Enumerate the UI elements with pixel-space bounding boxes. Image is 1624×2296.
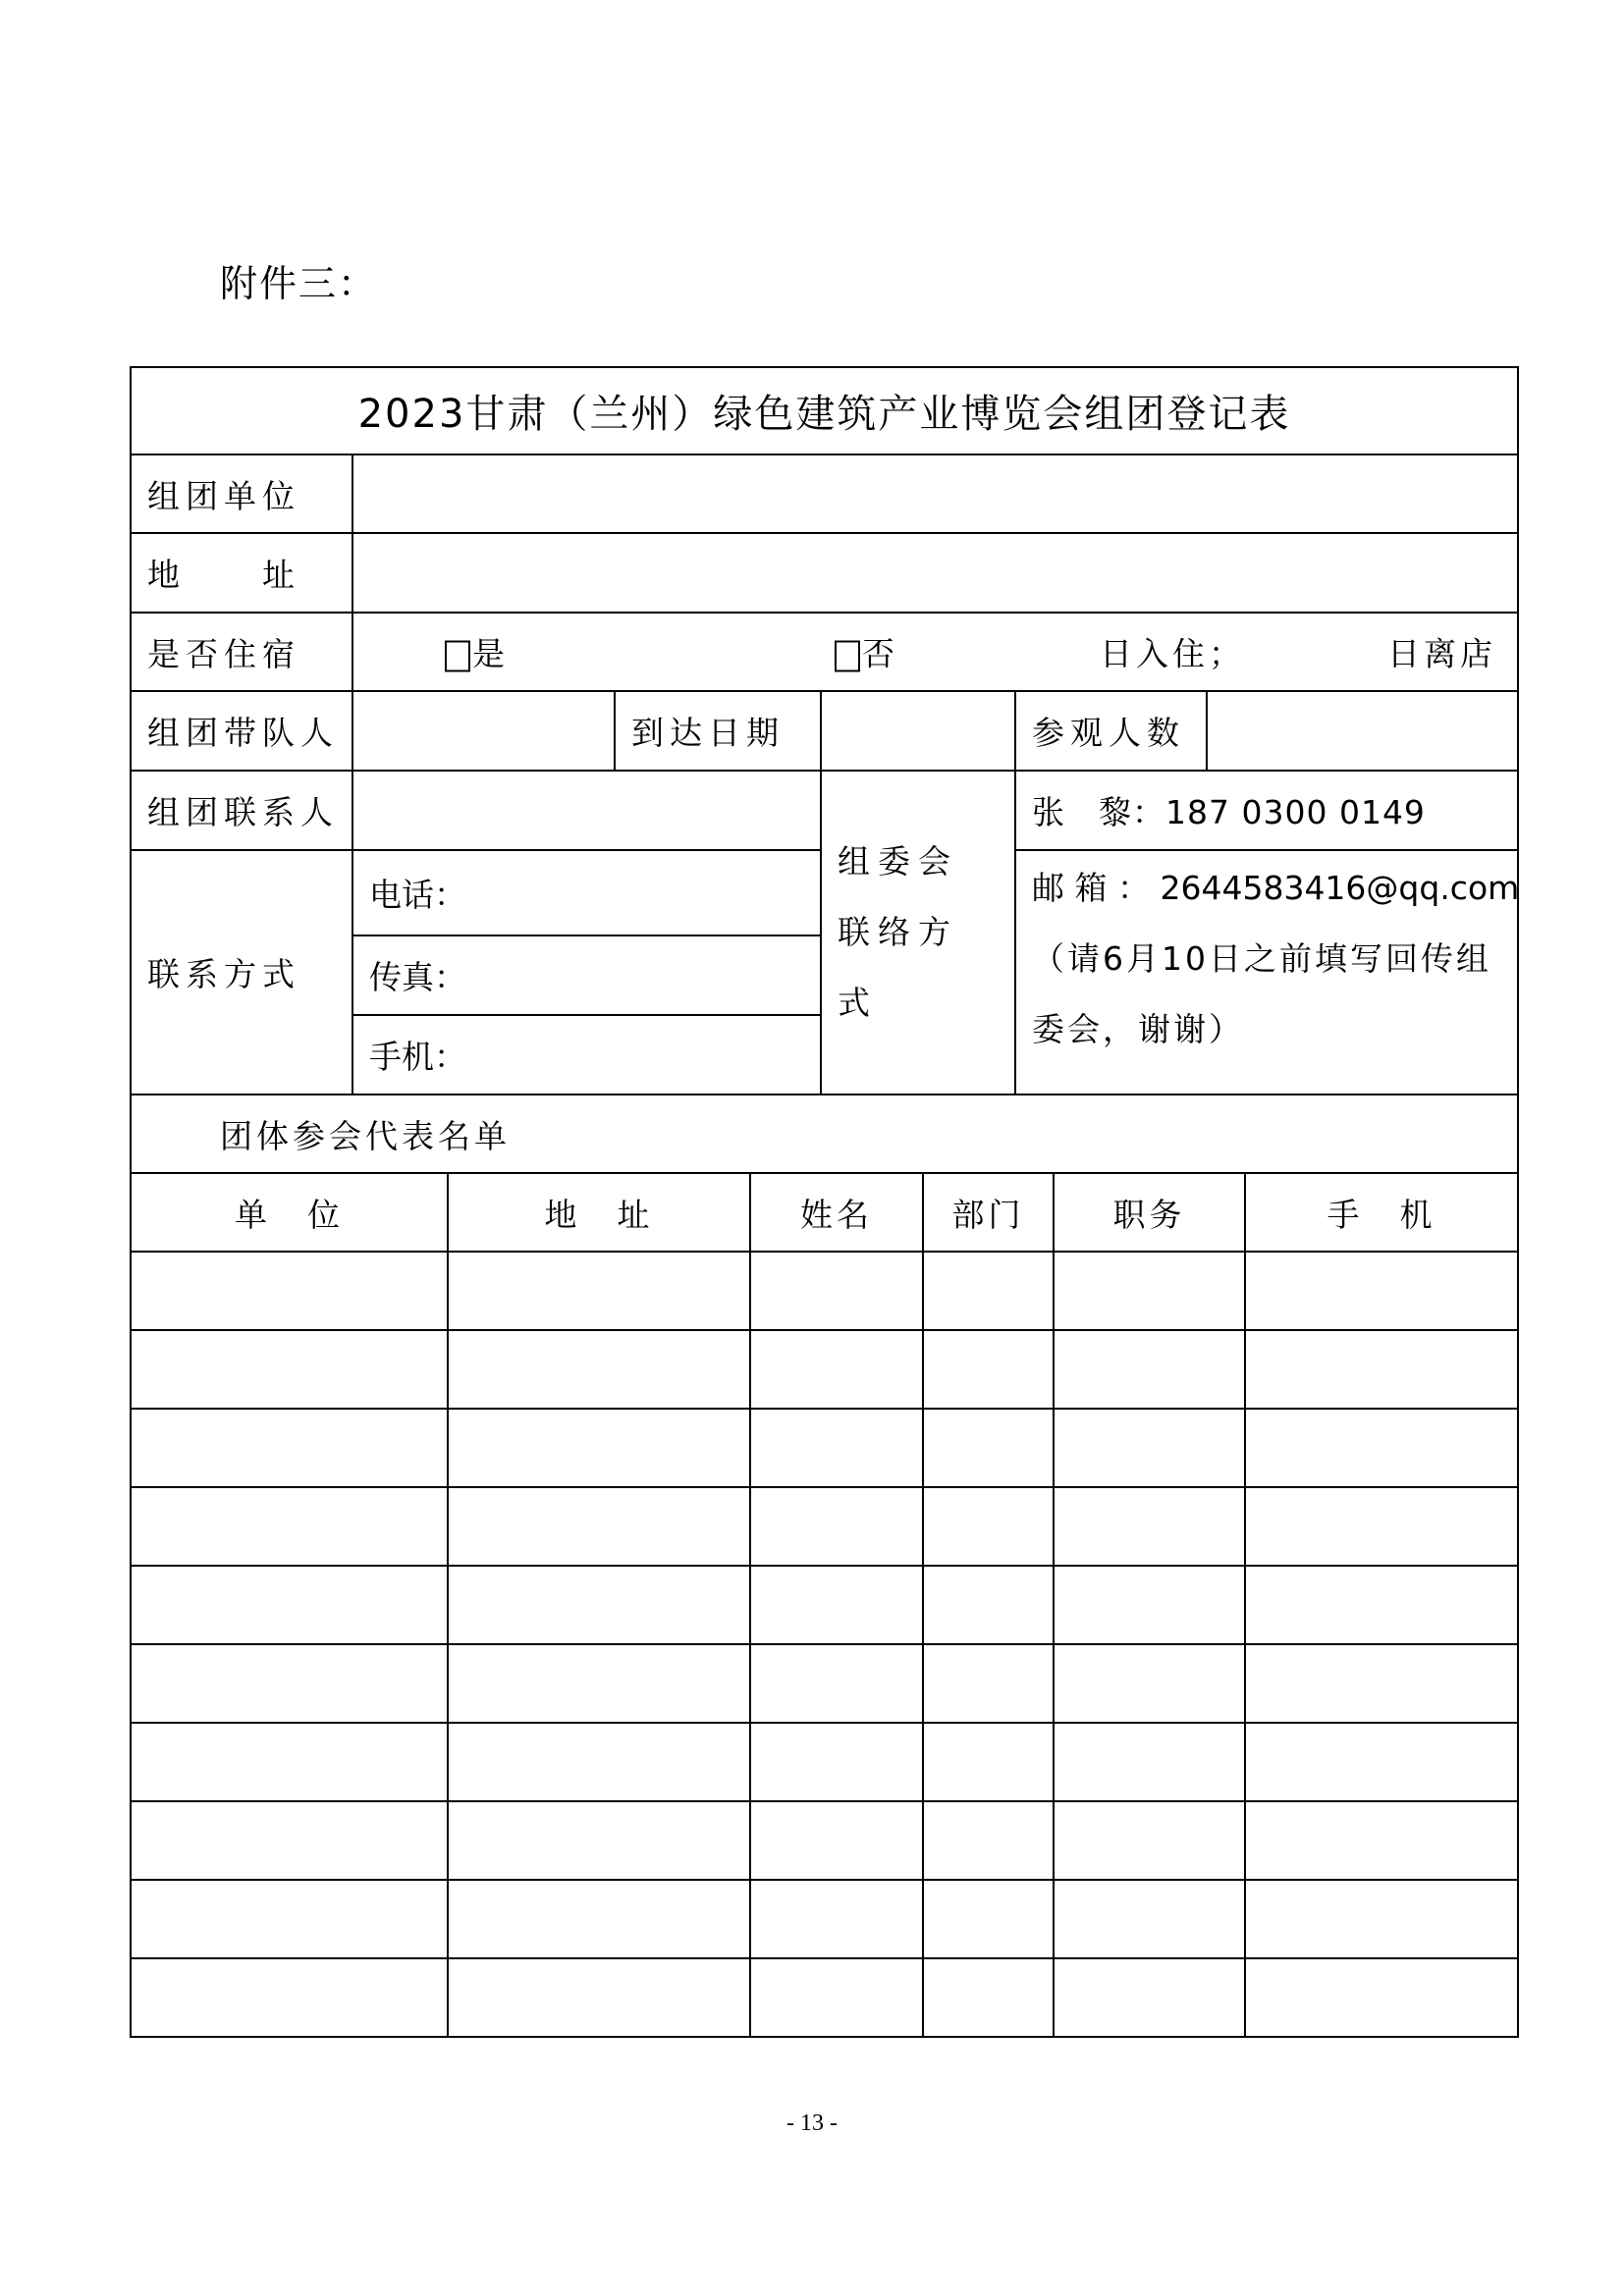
leader-field[interactable] (352, 691, 615, 771)
cell[interactable] (750, 1330, 923, 1409)
cell[interactable] (923, 1644, 1054, 1723)
cell[interactable] (750, 1566, 923, 1644)
committee-label-text: 组委会联络方式 (838, 842, 958, 1022)
contact-person-label: 组团联系人 (131, 771, 352, 850)
col-position: 职务 (1054, 1173, 1245, 1252)
cell[interactable] (923, 1880, 1054, 1958)
table-row (131, 1409, 1518, 1487)
committee-details (1015, 850, 1518, 1095)
visitors-field[interactable] (1207, 691, 1518, 771)
cell[interactable] (131, 1487, 448, 1566)
cell[interactable] (131, 1330, 448, 1409)
arrival-field[interactable] (821, 691, 1015, 771)
cell[interactable] (1054, 1487, 1245, 1566)
phone-label: 电话： (369, 876, 466, 914)
address-label: 地 址 (131, 533, 352, 613)
cell[interactable] (1245, 1566, 1518, 1644)
table-row (131, 1252, 1518, 1330)
cell[interactable] (923, 1330, 1054, 1409)
cell[interactable] (1054, 1566, 1245, 1644)
members-table (130, 1172, 1519, 2038)
cell[interactable] (1054, 1723, 1245, 1801)
lodging-options (352, 613, 1518, 691)
visitors-label: 参观人数 (1015, 691, 1207, 771)
checkin-text: 日入住； (1100, 634, 1245, 673)
cell[interactable] (448, 1880, 750, 1958)
cell[interactable] (1054, 1252, 1245, 1330)
lodging-yes-option[interactable] (445, 629, 505, 675)
col-mobile: 手 机 (1245, 1173, 1518, 1252)
cell[interactable] (1054, 1409, 1245, 1487)
cell[interactable] (131, 1252, 448, 1330)
cell[interactable] (131, 1723, 448, 1801)
leader-label: 组团带队人 (131, 691, 352, 771)
form-title: 2023甘肃（兰州）绿色建筑产业博览会组团登记表 (131, 367, 1518, 454)
cell[interactable] (1054, 1330, 1245, 1409)
address-field[interactable] (352, 533, 1518, 613)
cell[interactable] (750, 1252, 923, 1330)
phone-field[interactable] (352, 850, 821, 935)
cell[interactable] (1245, 1801, 1518, 1880)
page-number: - 13 - (786, 2110, 838, 2136)
cell[interactable] (448, 1801, 750, 1880)
members-header-row (131, 1173, 1518, 1252)
cell[interactable] (448, 1330, 750, 1409)
table-row (131, 1880, 1518, 1958)
cell[interactable] (923, 1958, 1054, 2037)
cell[interactable] (131, 1958, 448, 2037)
cell[interactable] (1245, 1880, 1518, 1958)
table-row (131, 1330, 1518, 1409)
cell[interactable] (1054, 1958, 1245, 2037)
cell[interactable] (1245, 1958, 1518, 2037)
mobile-label: 手机： (369, 1038, 466, 1076)
committee-contact: 张 黎：187 0300 0149 (1015, 771, 1518, 850)
cell[interactable] (1054, 1644, 1245, 1723)
contact-person-field[interactable] (352, 771, 821, 850)
cell[interactable] (131, 1566, 448, 1644)
cell[interactable] (1245, 1409, 1518, 1487)
committee-label (821, 771, 1015, 1095)
cell[interactable] (131, 1801, 448, 1880)
lodging-no-label: 否 (862, 634, 894, 673)
attachment-label: 附件三： (220, 262, 378, 305)
form-table (130, 366, 1519, 1174)
lodging-label: 是否住宿 (131, 613, 352, 691)
cell[interactable] (448, 1723, 750, 1801)
cell[interactable] (1245, 1330, 1518, 1409)
cell[interactable] (923, 1409, 1054, 1487)
committee-email: 邮 箱 ： 2644583416@qq.com (1032, 869, 1520, 907)
cell[interactable] (131, 1880, 448, 1958)
cell[interactable] (923, 1252, 1054, 1330)
col-department: 部门 (923, 1173, 1054, 1252)
cell[interactable] (448, 1566, 750, 1644)
cell[interactable] (448, 1252, 750, 1330)
cell[interactable] (448, 1409, 750, 1487)
table-row (131, 1566, 1518, 1644)
table-row (131, 1644, 1518, 1723)
lodging-no-option[interactable] (835, 629, 894, 675)
cell[interactable] (131, 1409, 448, 1487)
cell[interactable] (923, 1723, 1054, 1801)
cell[interactable] (923, 1566, 1054, 1644)
registration-form (130, 366, 1520, 2038)
cell[interactable] (1245, 1644, 1518, 1723)
cell[interactable] (750, 1880, 923, 1958)
table-row (131, 1958, 1518, 2037)
cell[interactable] (448, 1487, 750, 1566)
cell[interactable] (448, 1644, 750, 1723)
fax-label: 传真： (369, 958, 466, 996)
cell[interactable] (750, 1644, 923, 1723)
cell[interactable] (1245, 1252, 1518, 1330)
contact-method-label: 联系方式 (131, 850, 352, 1095)
col-name: 姓名 (750, 1173, 923, 1252)
cell[interactable] (750, 1487, 923, 1566)
cell[interactable] (1245, 1487, 1518, 1566)
table-row (131, 1487, 1518, 1566)
cell[interactable] (1245, 1723, 1518, 1801)
cell[interactable] (448, 1958, 750, 2037)
fax-field[interactable] (352, 935, 821, 1015)
arrival-label: 到达日期 (615, 691, 821, 771)
unit-label: 组团单位 (131, 454, 352, 533)
committee-note: （请6月10日之前填写回传组委会，谢谢） (1032, 939, 1491, 1048)
col-address: 地 址 (448, 1173, 750, 1252)
cell[interactable] (923, 1801, 1054, 1880)
table-row (131, 1801, 1518, 1880)
checkout-text: 日离店 (1387, 634, 1496, 673)
cell[interactable] (750, 1409, 923, 1487)
unit-field[interactable] (352, 454, 1518, 533)
cell[interactable] (750, 1958, 923, 2037)
cell[interactable] (750, 1723, 923, 1801)
cell[interactable] (1054, 1880, 1245, 1958)
checkbox-icon[interactable] (445, 640, 470, 671)
cell[interactable] (131, 1644, 448, 1723)
cell[interactable] (1054, 1801, 1245, 1880)
lodging-yes-label: 是 (472, 634, 505, 673)
cell[interactable] (750, 1801, 923, 1880)
mobile-field[interactable] (352, 1015, 821, 1095)
checkbox-icon[interactable] (835, 640, 860, 671)
col-unit: 单 位 (131, 1173, 448, 1252)
table-row (131, 1723, 1518, 1801)
members-section-title: 团体参会代表名单 (131, 1095, 1518, 1173)
cell[interactable] (923, 1487, 1054, 1566)
